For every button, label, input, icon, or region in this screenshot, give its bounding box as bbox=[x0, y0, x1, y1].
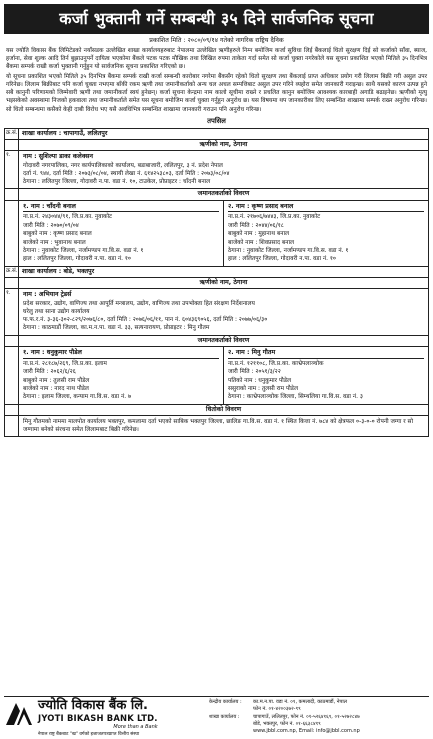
notice-paragraph-2: यो सूचना प्रकाशित भएको मितिले ३५ दिनभित्र बैंकमा सम्पर्क राखी कर्जा सम्बन्धी कारोबार नगरेमा बैंकसँग रहेको धितो सुरक्षण तथा बैंकलाई प्राप्त अधिकार प्रयोग गरी लिलाम बिक्री गरी असुल उपर गरिनेछ। लिलाम बिक्रीबाट पनि कर्जा चुक्ता नभएमा बाँकी रकम ऋणी तथा जमानीकर्ताको अन्य चल अचल सम्पत्तिबाट असुल उपर गरिने व्यहोरा समेत जानकारी गराइन्छ। साथै यसको कारण उत्पन्न हुने सबै कानुनी परिणामको जिम्मेवारी ऋणी तथा जमानीकर्ता स्वयं हुनेछन्। कर्जा सूचना केन्द्रमा नाम कालो सूचीमा राख्ने र प्रचलित कानुन बमोजिम आवश्यक कारबाही अगाडि बढाइनेछ। ऋणीको मृत्यु भइसकेको अवस्थामा निजको हकवाला तथा जमानीकर्ताले समेत यस सूचना बमोजिम कर्जा चुक्ता गर्नुहुन अनुरोध छ। यस विषयमा थप जानकारीका लिए सम्बन्धित शाखामा सम्पर्क राख्न अनुरोध गरिन्छ। सो धितो सम्बन्धमा कसैको केही दाबी विरोध भए यसै अवधिभित्र सम्बन्धित शाखामा जानकारी गराउन पनि अनुरोध गरिन्छ। bbox=[6, 74, 427, 113]
borrower-line: ठेगाना : काठमाडौं जिल्ला, का.म.न.पा. वडा नं. ३३, सत्यनारायण, प्रोप्राइटर : मिनु गौतम bbox=[23, 325, 210, 332]
branch-office: शाखा कार्यालय : चापागाउँ, ललितपुर bbox=[19, 128, 429, 139]
bank-logo-icon bbox=[4, 699, 34, 727]
guarantor-line: बाजेको नाम : शिवप्रसाद बनाल bbox=[228, 239, 295, 246]
contact-label: शाखा कार्यालय : bbox=[209, 713, 240, 720]
serial-header: क्र.सं. bbox=[5, 128, 19, 139]
notice-page bbox=[4, 4, 429, 735]
publication-date: प्रकाशित मिति : २०८०/०९/१४ गतेको नागरिक राष्ट्रिय दैनिक bbox=[149, 37, 284, 44]
guarantor-line: हाल : ललितपुर जिल्ला, गोदावरी न.पा. वडा नं. १० bbox=[23, 256, 131, 263]
guarantor-line: बाजेको नाम : भुवानाथ बनाल bbox=[23, 239, 86, 246]
guarantor-card bbox=[224, 347, 428, 404]
contact-value: चापागाउँ, ललितपुर, फोन नं. ०१-५२६४१६९, ०१-५२७२८४७ bbox=[253, 713, 360, 720]
borrower-header: ऋणीको नाम, ठेगाना bbox=[19, 139, 429, 150]
guarantor-header: जमानतकर्ताको विवरण bbox=[19, 189, 429, 200]
guarantor-card bbox=[19, 347, 224, 404]
guarantor-line: पतिको नाम : धनुकुमार पौडेल bbox=[228, 377, 291, 384]
guarantor-line: जारी मिति : २०६२/६/२६ bbox=[23, 369, 76, 376]
borrower-name: नाम : सुशिल्पा डाका कलेक्सन bbox=[23, 153, 93, 161]
guarantor-line: ना.प्र.नं. १२११०८, जि.प्र.का. काभ्रेपलाञ्चोक bbox=[228, 360, 324, 367]
borrower-details bbox=[19, 151, 428, 188]
serial-header: क्र.सं. bbox=[5, 266, 19, 277]
bank-tagline: More than a Bank bbox=[113, 724, 158, 731]
borrower-name: नाम : अभियान ट्रेडर्स bbox=[23, 291, 72, 299]
guarantor-name: २. नाम : मिनु गौतम bbox=[228, 349, 424, 359]
guarantor-card bbox=[224, 201, 428, 266]
bank-branding bbox=[4, 697, 209, 735]
guarantor-line: बाबुको नाम : तुलसी राम पौडेल bbox=[23, 377, 90, 384]
contact-label bbox=[209, 728, 253, 735]
guarantor-line: ठेगाना : नुवाकोट जिल्ला, नर्जामण्डप गा.वि.स. वडा नं. १ bbox=[228, 247, 349, 254]
branch-office: शाखा कार्यालय : बोडे, भक्तपुर bbox=[19, 266, 429, 277]
guarantor-details bbox=[19, 201, 428, 266]
borrower-line: गोदावरी नगरपालिका, नगर कार्यपालिकाको कार्यालय, बडाबाजारी, ललितपुर, ३ नं. प्रदेश नेपाल bbox=[23, 162, 223, 169]
guarantor-line: बाबुको नाम : मुहानाथ बनाल bbox=[228, 231, 289, 238]
collateral-details: मिनु गौतमको नाममा मालपोत कार्यालय भक्तपुर, कमलामा दर्ता भएको साबिक भक्तपुर जिल्ला, छालिङ गा.वि.स. वडा नं. १ स्थित कित्ता नं. ७८४ को क्षेत्रफल ०-३-०-० रोपनी जग्गा र सो जग्गामा बनेको संरचना समेत लिलामबाट बिक्री गरिनेछ। bbox=[23, 418, 413, 434]
guarantor-line: जारी मिति : २०५१/३/२२ bbox=[228, 369, 281, 376]
guarantor-name: २. नाम : कृष्ण प्रसाद बनाल bbox=[228, 203, 424, 213]
contact-label: केन्द्रीय कार्यालय : bbox=[209, 699, 242, 705]
borrower-line: प्रदेश सरकार, उद्योग, वाणिज्य तथा आपूर्ति मन्त्रालय, उद्योग, वाणिज्य तथा उपभोक्ता हित संरक्षण निर्देशनालय bbox=[23, 300, 255, 307]
item-number: १. bbox=[5, 151, 19, 189]
guarantor-line: हाल : ललितपुर जिल्ला, गोदावरी न.पा. वडा नं. १० bbox=[228, 256, 336, 263]
bank-name-english: JYOTI BIKASH BANK LTD. bbox=[38, 713, 158, 724]
guarantor-line: ना.प्र.नं. २१७०६/७४४३, जि.प्र.का. नुवाकोट bbox=[228, 214, 321, 221]
contact-label bbox=[209, 706, 253, 713]
table-heading: तपसिल bbox=[207, 116, 226, 125]
notice-title: कर्जा भुक्तानी गर्ने सम्बन्धी ३५ दिने सार्वजनिक सूचना bbox=[4, 4, 429, 34]
borrower-details bbox=[19, 289, 428, 334]
guarantor-line: ठेगाना : काभ्रेपलाञ्चोक जिल्ला, सिम्थलिया गा.वि.स. वडा नं. ३ bbox=[228, 394, 363, 401]
guarantor-name: १. नाम : चाँदनी बनाल bbox=[23, 203, 219, 213]
bank-license-note: नेपाल राष्ट्र बैंकबाट "ख" वर्गको इजाजतपत्रप्राप्त वित्तीय संस्था bbox=[38, 731, 140, 737]
guarantor-line: ठेगाना : नुवाकोट जिल्ला, नर्जामण्डप गा.वि.स. वडा नं. १ bbox=[23, 247, 144, 254]
contact-value: www.jbbl.com.np, Email: info@jbbl.com.np bbox=[253, 728, 360, 734]
borrower-line: ठेगाना : ललितपुर जिल्ला, गोदावरी न.पा. वडा नं. १०, टाउकेल, प्रोप्राइटर : चाँदनी बनाल bbox=[23, 179, 211, 186]
contact-label bbox=[209, 721, 253, 728]
borrower-header: ऋणीको नाम, ठेगाना bbox=[19, 278, 429, 289]
contact-value: बोडे, भक्तपुर, फोन नं. ०१-६६३८४१९ bbox=[253, 720, 321, 727]
guarantor-line: ठेगाना : इलाम जिल्ला, कन्याम गा.वि.स. वडा नं. ७ bbox=[23, 394, 132, 401]
bank-footer bbox=[4, 696, 429, 735]
guarantor-line: जारी मिति : २०७०/०९/०४ bbox=[23, 222, 79, 229]
guarantor-line: बाजेको नाम : नारद नाथ पौडेल bbox=[23, 385, 89, 392]
bank-contacts bbox=[209, 697, 429, 735]
guarantor-line: ना.प्र.नं. २८१८७/२६९, जि.प्र.का. इलाम bbox=[23, 360, 107, 367]
item-number: १. bbox=[5, 289, 19, 335]
guarantor-header: जमानतकर्ताको विवरण bbox=[19, 335, 429, 346]
details-table bbox=[4, 128, 429, 438]
bank-name-nepali: ज्योति विकास बैंक लि. bbox=[38, 698, 148, 713]
borrower-line: दर्ता नं. ९४४, दर्ता मिति : २०७३/०८/०४, स्थायी लेखा नं. ६१४२५३८०३, दर्ता मिति : २०७३/०८/०४ bbox=[23, 170, 230, 177]
guarantor-line: ससुराको नाम : तुलसी राम पौडेल bbox=[228, 385, 298, 392]
contact-value: फोन नं. ०१-४२००३७२-९९ bbox=[253, 706, 301, 713]
collateral-header: धितोको विवरण bbox=[19, 404, 429, 415]
guarantor-line: बाबुको नाम : कृष्ण प्रसाद बनाल bbox=[23, 231, 92, 238]
guarantor-details bbox=[19, 347, 428, 404]
borrower-line: फ.फ.र.नं. ३-३६-३०२-८२९/२०७६/८०, दर्ता मिति : २०७६/०६/११, पान नं. ६०४३६९०५६, दर्ता मिति : २०७७/०६/३० bbox=[23, 317, 268, 324]
guarantor-line: जारी मिति : २०४४/०६/१८ bbox=[228, 222, 284, 229]
guarantor-card bbox=[19, 201, 224, 266]
contact-value: का.म.न.पा. वडा नं. ०१, कमलादी, काठमाडौं, नेपाल bbox=[253, 699, 348, 705]
borrower-line: घरेलु तथा साना उद्योग कार्यालय bbox=[23, 309, 90, 316]
notice-paragraph-1: यस ज्योति विकास बैंक लिमिटेडको नयाँसडक उल्लेखित शाखा कार्यालयहरुबाट नेपालमा उल्लेखित ऋणीहरुले निम्न बमोजिम कर्जा सुविधा लिई बैंकलाई धितो सुरक्षण दिई सो कर्जाको साँवा, ब्याज, हर्जाना, सेवा शुल्क आदि तिर्न बुझाउनुपर्ने दायित्व भएकोमा बैंकले पटक पटक मौखिक तथा लिखित रुपमा ताकेता गर्दा समेत सो कर्जा चुक्ता नगरेकोले यस सूचना प्रकाशित भएको मितिले ३५ दिनभित्र बैंकमा सम्पर्क राखी कर्जा भुक्तानी गर्नुहुन यो सार्वजनिक सूचना प्रकाशित गरिएको छ। bbox=[6, 48, 427, 71]
guarantor-name: १. नाम : धनुकुमार पौडेल bbox=[23, 349, 219, 359]
guarantor-line: ना.प्र.नं. २४३०४४/९१, जि.प्र.का. नुवाकोट bbox=[23, 214, 113, 221]
